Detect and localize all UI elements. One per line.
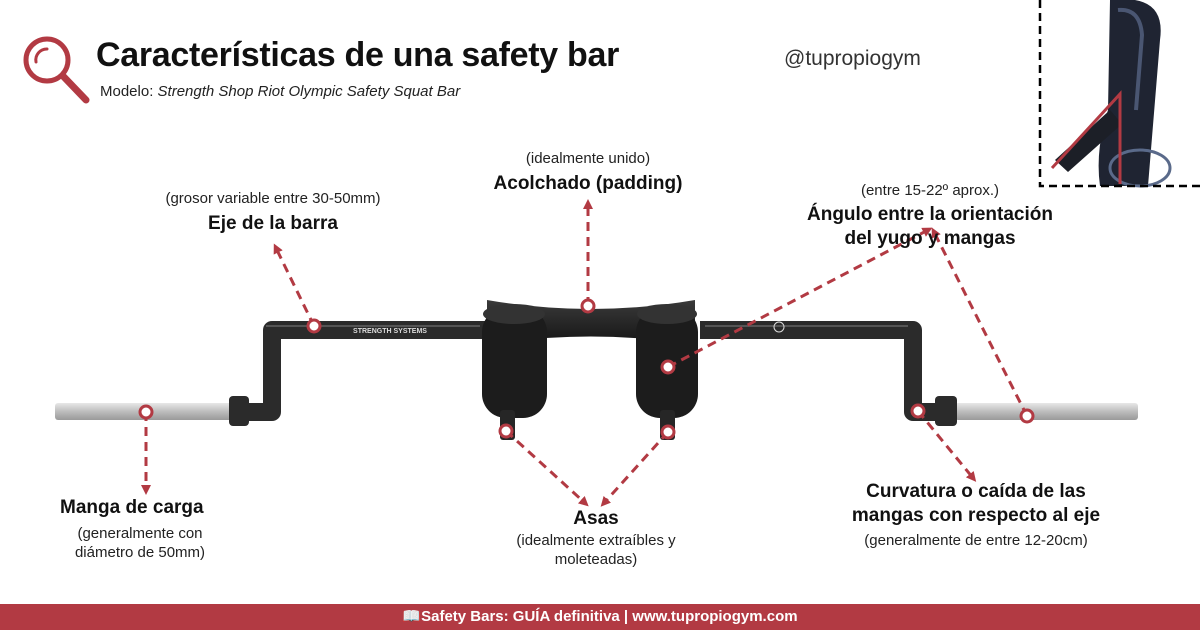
eje-note: (grosor variable entre 30-50mm)	[165, 190, 381, 207]
magnifier-icon	[26, 39, 86, 100]
social-handle: @tupropiogym	[784, 47, 921, 70]
curvatura-title-2: mangas con respecto al eje	[851, 505, 1101, 526]
inset-detail	[1040, 0, 1200, 186]
asas-note-2: moleteadas)	[554, 551, 638, 568]
right-sleeve	[955, 403, 1138, 420]
angulo-title-2: del yugo y mangas	[844, 228, 1016, 249]
arrow-asas-1	[506, 431, 585, 503]
arrow-eje	[276, 248, 314, 326]
manga-title: Manga de carga	[60, 497, 204, 518]
model-name: Strength Shop Riot Olympic Safety Squat Bar	[157, 83, 461, 100]
footer-banner	[0, 604, 1200, 630]
angulo-note: (entre 15-22º aprox.)	[860, 182, 1000, 199]
curvatura-title-1: Curvatura o caída de las	[866, 481, 1086, 502]
manga-note-1: (generalmente con	[77, 525, 203, 542]
page-title: Características de una safety bar	[96, 36, 620, 74]
asas-note-1: (idealmente extraíbles y	[516, 532, 676, 549]
label-acolchado	[460, 150, 716, 195]
arrow-asas-2	[604, 432, 668, 503]
arrow-angulo-2	[934, 232, 1027, 416]
model-prefix: Modelo:	[100, 83, 158, 100]
acolchado-note: (idealmente unido)	[525, 150, 651, 167]
bar-brand-text: STRENGTH SYSTEMS	[353, 328, 427, 335]
asas-title: Asas	[573, 508, 619, 529]
manga-note-2: diámetro de 50mm)	[74, 544, 206, 561]
footer-text: 📖Safety Bars: GUÍA definitiva | www.tupropiogym.com	[402, 608, 798, 625]
label-curvatura	[820, 481, 1132, 549]
label-eje	[118, 190, 428, 235]
label-manga	[40, 497, 240, 561]
model-subtitle	[100, 83, 460, 100]
eje-title: Eje de la barra	[208, 213, 338, 234]
angulo-title-1: Ángulo entre la orientación	[807, 204, 1053, 225]
acolchado-title: Acolchado (padding)	[493, 173, 683, 194]
arrow-angulo-1	[668, 230, 928, 367]
label-angulo	[780, 182, 1080, 250]
bar-axis	[240, 330, 945, 412]
label-asas	[480, 508, 712, 568]
curvatura-note: (generalmente de entre 12-20cm)	[864, 532, 1088, 549]
